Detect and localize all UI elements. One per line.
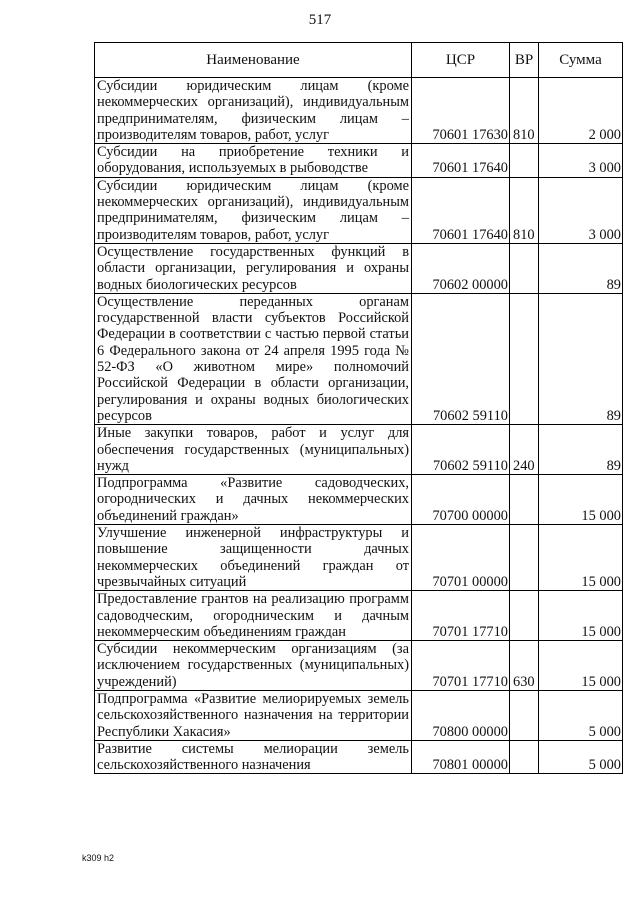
table-row [95,525,623,591]
row-csr: 70601 17630 [412,78,510,144]
header-csr: ЦСР [412,43,510,78]
row-csr: 70800 00000 [412,690,510,740]
row-csr: 70602 59110 [412,425,510,475]
row-name: Развитие системы мелиорации земель сельскохозяйственного назначения [95,740,412,774]
row-name: Осуществление переданных органам государственной власти субъектов Российской Федерации в соответствии с частью первой статьи 6 Федерального закона от 24 апреля 1995 года № 52-ФЗ «О животном мире» полномочий Российской Федерации в области организации, регулирования и охраны водных биологических ресурсов [95,293,412,424]
row-csr: 70801 00000 [412,740,510,774]
row-csr: 70601 17640 [412,144,510,178]
budget-table [94,42,623,774]
row-sum: 5 000 [539,690,623,740]
row-name: Предоставление грантов на реализацию программ садоводческим, огородническим и дачным некоммерческим объединениям граждан [95,591,412,641]
row-csr: 70700 00000 [412,475,510,525]
row-name: Осуществление государственных функций в области организации, регулирования и охраны водных биологических ресурсов [95,243,412,293]
row-csr: 70701 17710 [412,641,510,691]
row-csr: 70601 17640 [412,177,510,243]
row-sum: 2 000 [539,78,623,144]
row-vr [510,144,539,178]
row-csr: 70602 59110 [412,293,510,424]
table-row [95,293,623,424]
row-vr [510,293,539,424]
row-sum: 89 [539,243,623,293]
page-number: 517 [308,12,332,28]
table-header-row [95,43,623,78]
row-sum: 3 000 [539,144,623,178]
row-vr [510,690,539,740]
table-row [95,144,623,178]
row-csr: 70701 17710 [412,591,510,641]
table-row [95,475,623,525]
row-name: Субсидии юридическим лицам (кроме некоммерческих организаций), индивидуальным предпринимателям, физическим лицам – производителям товаров, работ, услуг [95,177,412,243]
row-vr [510,525,539,591]
row-vr: 810 [510,78,539,144]
row-sum: 15 000 [539,475,623,525]
row-vr: 240 [510,425,539,475]
table-row [95,591,623,641]
row-name: Субсидии на приобретение техники и оборудования, используемых в рыбоводстве [95,144,412,178]
row-vr: 630 [510,641,539,691]
row-name: Субсидии юридическим лицам (кроме некоммерческих организаций), индивидуальным предпринимателям, физическим лицам – производителям товаров, работ, услуг [95,78,412,144]
row-vr: 810 [510,177,539,243]
row-name: Улучшение инженерной инфраструктуры и повышение защищенности дачных некоммерческих объединений граждан от чрезвычайных ситуаций [95,525,412,591]
row-csr: 70602 00000 [412,243,510,293]
row-vr [510,740,539,774]
table-row [95,740,623,774]
row-sum: 3 000 [539,177,623,243]
table-row [95,641,623,691]
row-sum: 89 [539,293,623,424]
row-csr: 70701 00000 [412,525,510,591]
row-vr [510,243,539,293]
row-vr [510,591,539,641]
row-sum: 15 000 [539,525,623,591]
row-name: Иные закупки товаров, работ и услуг для обеспечения государственных (муниципальных) нужд [95,425,412,475]
table-row [95,78,623,144]
row-sum: 89 [539,425,623,475]
footer-code: k309 h2 [82,853,115,863]
table-row [95,425,623,475]
row-sum: 15 000 [539,591,623,641]
row-name: Подпрограмма «Развитие мелиорируемых земель сельскохозяйственного назначения на территории Республики Хакасия» [95,690,412,740]
header-vr: ВР [510,43,539,78]
table-row [95,243,623,293]
header-name: Наименование [95,43,412,78]
table-row [95,177,623,243]
row-vr [510,475,539,525]
row-sum: 5 000 [539,740,623,774]
table-row [95,690,623,740]
row-name: Подпрограмма «Развитие садоводческих, огороднических и дачных некоммерческих объединений граждан» [95,475,412,525]
row-sum: 15 000 [539,641,623,691]
header-sum: Сумма [539,43,623,78]
row-name: Субсидии некоммерческим организациям (за исключением государственных (муниципальных) учреждений) [95,641,412,691]
